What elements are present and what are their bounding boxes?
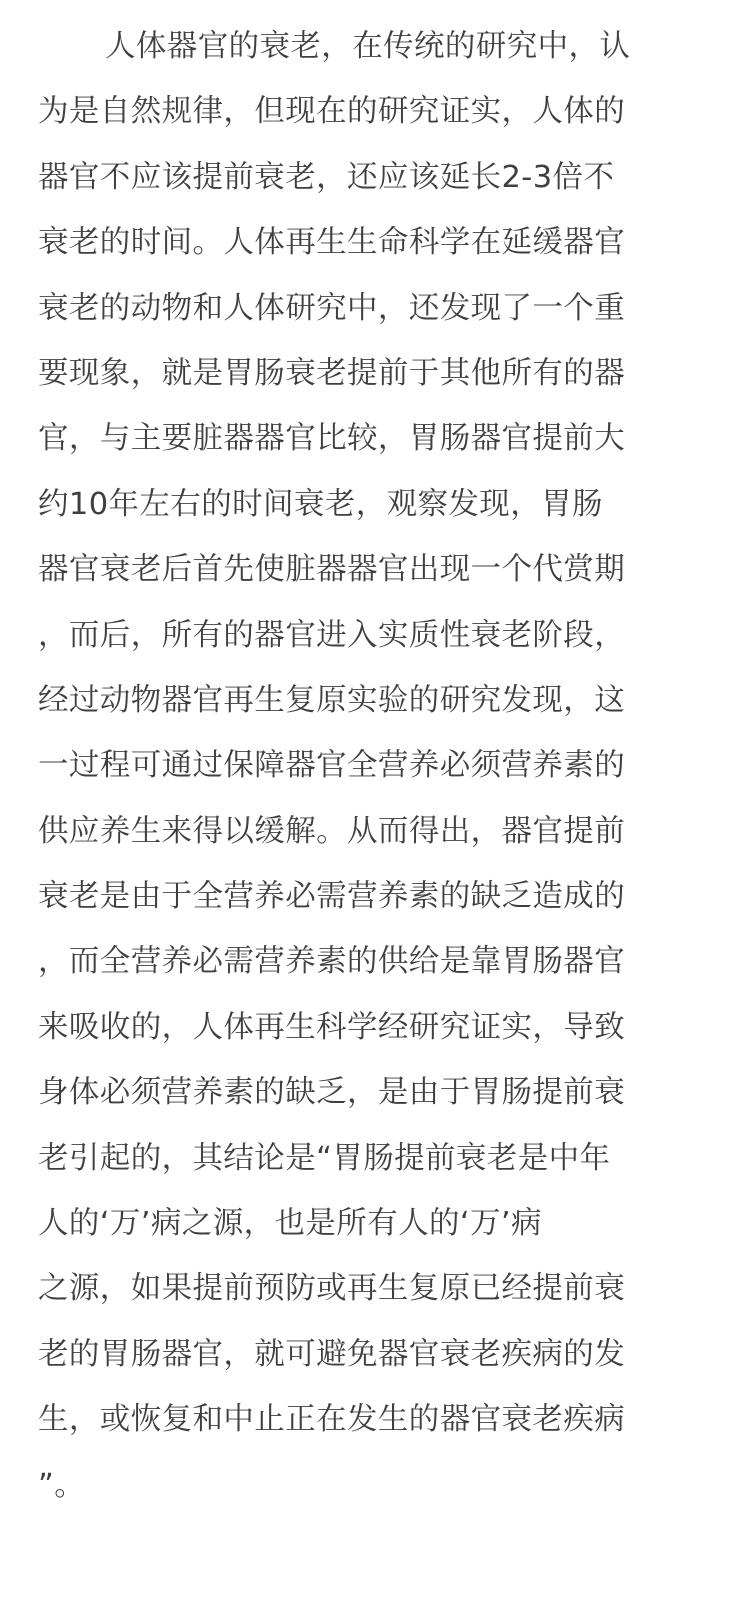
text-line: 老引起的，其结论是“胃肠提前衰老是中年 (38, 1140, 611, 1176)
text-line: ，而全营养必需营养素的供给是靠胃肠器官 (38, 944, 626, 980)
text-line: 来吸收的，人体再生科学经研究证实，导致 (38, 1009, 626, 1045)
text-line: 器官不应该提前衰老，还应该延长2-3倍不 (38, 159, 615, 195)
text-line: 老的胃肠器官，就可避免器官衰老疾病的发 (38, 1336, 626, 1372)
text-line: 约10年左右的时间衰老，观察发现，胃肠 (38, 486, 603, 522)
text-line: 官，与主要脏器器官比较，胃肠器官提前大 (38, 421, 626, 457)
text-line: 生，或恢复和中止正在发生的器官衰老疾病 (38, 1402, 626, 1438)
text-line: ”。 (38, 1467, 86, 1503)
text-line: 一过程可通过保障器官全营养必须营养素的 (38, 748, 626, 784)
article-body (38, 22, 698, 1526)
text-line: ，而后，所有的器官进入实质性衰老阶段， (38, 617, 626, 653)
text-line: 衰老是由于全营养必需营养素的缺乏造成的 (38, 879, 626, 915)
text-line: 人的‘万’病之源，也是所有人的‘万’病 (38, 1206, 542, 1242)
text-line: 经过动物器官再生复原实验的研究发现，这 (38, 682, 626, 718)
text-line: 器官衰老后首先使脏器器官出现一个代赏期 (38, 552, 626, 588)
text-line: 要现象，就是胃肠衰老提前于其他所有的器 (38, 355, 626, 391)
text-line: 人体器官的衰老，在传统的研究中，认 (105, 29, 631, 64)
text-line: 衰老的时间。人体再生生命科学在延缓器官 (38, 225, 626, 261)
text-line: 之源，如果提前预防或再生复原已经提前衰 (38, 1271, 626, 1307)
text-line: 衰老的动物和人体研究中，还发现了一个重 (38, 290, 626, 326)
text-line: 供应养生来得以缓解。从而得出，器官提前 (38, 813, 626, 849)
text-line: 为是自然规律，但现在的研究证实，人体的 (38, 94, 626, 130)
text-line: 身体必须营养素的缺乏，是由于胃肠提前衰 (38, 1075, 626, 1111)
